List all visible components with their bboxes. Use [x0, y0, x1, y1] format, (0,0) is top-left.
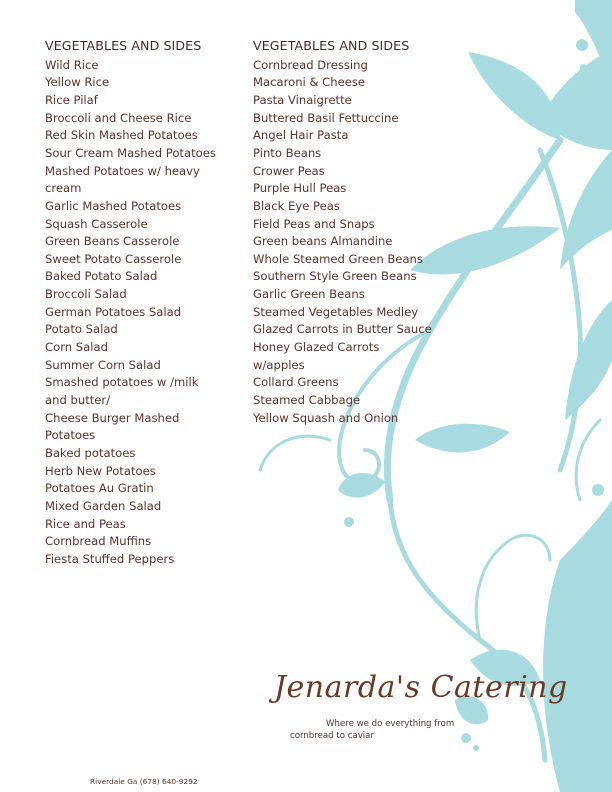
menu-item: Sour Cream Mashed Potatoes	[45, 145, 216, 160]
menu-item: Corn Salad	[45, 340, 108, 355]
menu-item: Potatoes	[45, 428, 96, 443]
leaf-shape	[415, 424, 510, 453]
menu-item: Summer Corn Salad	[45, 357, 161, 372]
menu-item: Green Beans Casserole	[45, 234, 180, 249]
menu-item: Purple Hull Peas	[253, 181, 347, 196]
menu-item: Cornbread Muffins	[45, 534, 152, 549]
menu-item: Sweet Potato Casserole	[45, 251, 182, 266]
leaf-shape	[565, 300, 612, 420]
menu-item: Red Skin Mashed Potatoes	[45, 128, 198, 143]
menu-item: Fiesta Stuffed Peppers	[45, 551, 175, 566]
menu-item: Collard Greens	[253, 375, 339, 390]
menu-item: and butter/	[45, 393, 111, 408]
menu-item: Steamed Cabbage	[253, 393, 361, 408]
menu-item: Yellow Rice	[45, 75, 110, 90]
menu-list	[45, 57, 245, 569]
menu-item: Steamed Vegetables Medley	[253, 304, 419, 319]
menu-item: Crower Peas	[253, 163, 325, 178]
menu-item: Rice Pilaf	[45, 92, 98, 107]
leaf-shape	[543, 500, 612, 792]
menu-item: Smashed potatoes w /milk	[45, 375, 199, 390]
menu-item: Macaroni & Cheese	[253, 75, 366, 90]
menu-item: Southern Style Green Beans	[253, 269, 417, 284]
menu-item: cream	[45, 181, 82, 196]
menu-item: Squash Casserole	[45, 216, 148, 231]
menu-item: Glazed Carrots in Butter Sauce	[253, 322, 432, 337]
menu-item: Honey Glazed Carrots	[253, 340, 380, 355]
menu-item: Buttered Basil Fettuccine	[253, 110, 399, 125]
menu-column-right	[253, 37, 463, 427]
menu-item: Green beans Almandine	[253, 234, 393, 249]
menu-item: Broccoli and Cheese Rice	[45, 110, 192, 125]
menu-item: Yellow Squash and Onion	[253, 410, 399, 425]
menu-item: Angel Hair Pasta	[253, 128, 349, 143]
menu-item: Baked potatoes	[45, 446, 136, 461]
menu-item: Cheese Burger Mashed	[45, 410, 180, 425]
menu-item: Wild Rice	[45, 57, 99, 72]
menu-item: Herb New Potatoes	[45, 463, 156, 478]
menu-item: Pinto Beans	[253, 145, 322, 160]
leaf-shape	[468, 52, 560, 140]
menu-item: Garlic Green Beans	[253, 287, 365, 302]
menu-item: Rice and Peas	[45, 516, 126, 531]
logo-name: Jenarda's Catering	[274, 670, 568, 705]
menu-item: w/apples	[253, 357, 305, 372]
menu-item: Mixed Garden Salad	[45, 499, 162, 513]
logo-tagline: cornbread to caviar	[290, 731, 374, 741]
menu-item: Potatoes Au Gratin	[45, 481, 154, 496]
logo-tagline: Where we do everything from	[326, 719, 455, 729]
menu-item: Baked Potato Salad	[45, 269, 158, 284]
menu-item: Garlic Mashed Potatoes	[45, 198, 182, 213]
menu-item: Cornbread Dressing	[253, 57, 368, 72]
menu-item: German Potatoes Salad	[45, 304, 182, 319]
menu-item: Black Eye Peas	[253, 198, 340, 213]
menu-item: Broccoli Salad	[45, 287, 127, 302]
menu-list	[253, 57, 463, 428]
menu-item: Mashed Potatoes w/ heavy	[45, 163, 200, 178]
menu-item: Field Peas and Snaps	[253, 216, 375, 231]
footer-contact: Riverdale Ga (678) 640-9292	[90, 777, 198, 786]
menu-item: Pasta Vinaigrette	[253, 92, 352, 107]
catering-logo	[270, 662, 568, 746]
menu-item: Potato Salad	[45, 322, 118, 337]
menu-column-left	[45, 37, 245, 569]
section-heading: VEGETABLES AND SIDES	[253, 38, 410, 53]
menu-item: Whole Steamed Green Beans	[253, 251, 423, 266]
section-heading: VEGETABLES AND SIDES	[45, 38, 202, 53]
